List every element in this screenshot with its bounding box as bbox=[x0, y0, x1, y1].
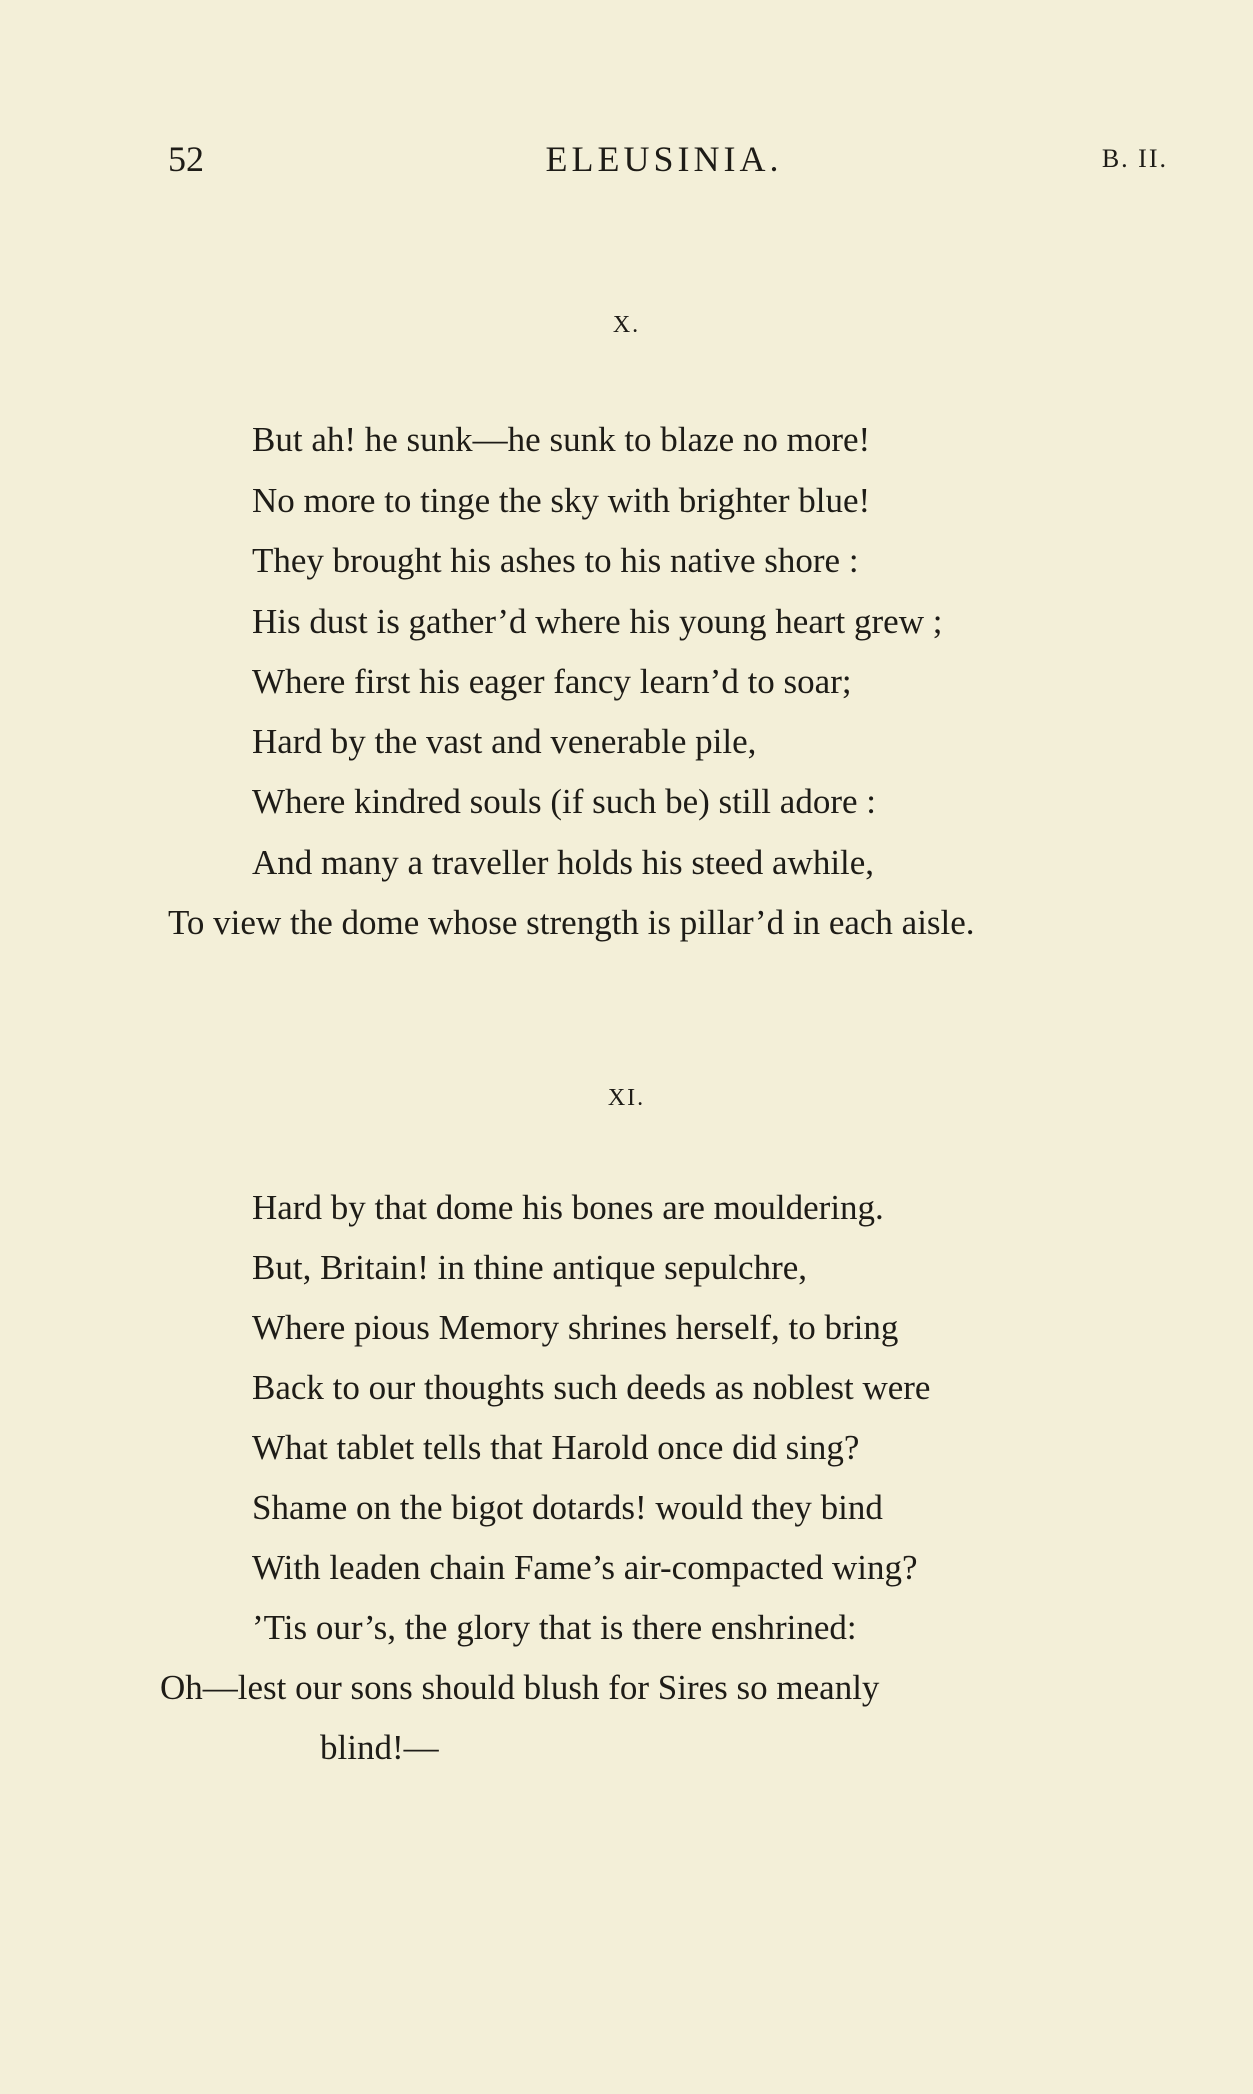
page-number: 52 bbox=[168, 139, 204, 179]
verse-line: With leaden chain Fame’s air-compacted wing? bbox=[252, 1548, 918, 1587]
book-reference: B. II. bbox=[1101, 144, 1168, 173]
verse-line: Shame on the bigot dotards! would they bind bbox=[252, 1488, 883, 1527]
verse-line: Where pious Memory shrines herself, to bring bbox=[252, 1308, 899, 1347]
running-title: ELEUSINIA. bbox=[545, 139, 783, 179]
verse-line: Back to our thoughts such deeds as noblest were bbox=[252, 1368, 931, 1407]
verse-line: blind!— bbox=[320, 1728, 439, 1767]
stanza-number: XI. bbox=[607, 1085, 646, 1111]
verse-line: They brought his ashes to his native shore : bbox=[252, 541, 859, 580]
verse-line: But, Britain! in thine antique sepulchre, bbox=[252, 1248, 808, 1287]
verse-line: But ah! he sunk—he sunk to blaze no more! bbox=[252, 420, 871, 459]
verse-line: Hard by the vast and venerable pile, bbox=[252, 722, 757, 761]
stanza-number: X. bbox=[612, 312, 641, 338]
verse-line: Oh—lest our sons should blush for Sires so meanly bbox=[160, 1668, 880, 1707]
verse-line: Hard by that dome his bones are mouldering. bbox=[252, 1188, 884, 1227]
verse-line: His dust is gather’d where his young heart grew ; bbox=[252, 602, 943, 641]
verse-line: To view the dome whose strength is pillar’d in each aisle. bbox=[168, 903, 975, 942]
running-head bbox=[160, 138, 1168, 188]
verse-line: What tablet tells that Harold once did sing? bbox=[252, 1428, 860, 1467]
verse-line: ’Tis our’s, the glory that is there enshrined: bbox=[252, 1608, 857, 1647]
verse-line: Where first his eager fancy learn’d to soar; bbox=[252, 662, 852, 701]
verse-line: Where kindred souls (if such be) still adore : bbox=[252, 782, 876, 821]
verse-line: No more to tinge the sky with brighter blue! bbox=[252, 481, 871, 520]
verse-line: And many a traveller holds his steed awhile, bbox=[252, 843, 875, 882]
